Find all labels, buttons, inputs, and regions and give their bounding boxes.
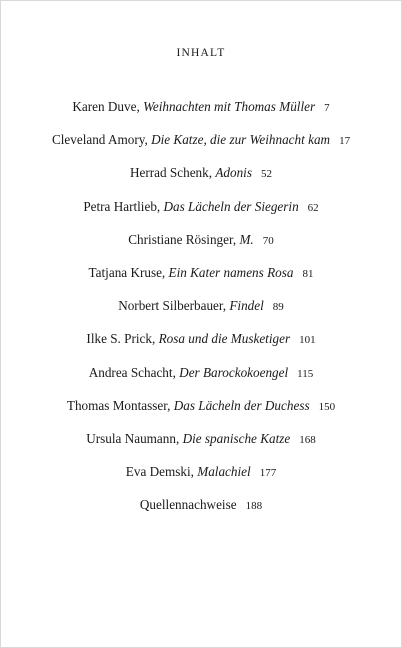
toc-title: Das Lächeln der Duchess <box>173 397 310 413</box>
toc-author: Cleveland Amory, <box>51 132 148 148</box>
toc-title: Das Lächeln der Siegerin <box>163 198 299 214</box>
toc-title: Die Katze, die zur Weihnacht kam <box>151 132 331 148</box>
toc-page-number: 17 <box>339 135 351 148</box>
toc-entry <box>1 363 401 396</box>
toc-entry <box>1 495 401 528</box>
toc-title: Die spanische Katze <box>182 430 291 446</box>
toc-page-number: 7 <box>324 102 330 114</box>
toc-author: Ilke S. Prick, <box>86 331 156 347</box>
toc-page-number: 177 <box>259 467 277 480</box>
toc-title: Findel <box>229 298 264 314</box>
toc-page-number: 115 <box>297 367 314 380</box>
toc-entry <box>1 329 401 362</box>
toc-page-number: 81 <box>302 267 314 280</box>
toc-author: Ursula Naumann, <box>86 430 180 446</box>
toc-entry <box>1 462 401 495</box>
toc-entry <box>1 130 401 163</box>
toc-entry <box>1 263 401 296</box>
toc-entry <box>1 230 401 263</box>
toc-author: Christiane Rösinger, <box>128 231 237 247</box>
toc-page-number: 70 <box>262 234 274 247</box>
toc-page-number: 62 <box>307 201 319 214</box>
toc-title: Rosa und die Musketiger <box>158 331 291 347</box>
toc-author: Andrea Schacht, <box>88 364 176 380</box>
toc-title: Malachiel <box>197 464 251 480</box>
toc-page-number: 101 <box>299 334 316 347</box>
toc-entry <box>1 97 401 130</box>
toc-title: M. <box>239 231 254 247</box>
toc-entry <box>1 429 401 462</box>
toc-entry <box>1 296 401 329</box>
table-of-contents <box>1 97 401 528</box>
toc-title: Ein Kater namens Rosa <box>168 264 294 280</box>
toc-entry <box>1 163 401 196</box>
toc-author: Petra Hartlieb, <box>83 198 161 214</box>
toc-entry <box>1 197 401 230</box>
toc-author: Thomas Montasser, <box>66 397 171 413</box>
toc-author: Tatjana Kruse, <box>88 264 166 280</box>
toc-author: Quellennachweise <box>139 497 237 513</box>
toc-page-number: 150 <box>318 400 336 413</box>
toc-author: Eva Demski, <box>125 464 194 480</box>
toc-page-number: 188 <box>245 500 263 513</box>
toc-author: Karen Duve, <box>72 99 140 114</box>
toc-title: Adonis <box>215 165 252 181</box>
toc-entry <box>1 396 401 429</box>
toc-title: Weihnachten mit Thomas Müller <box>143 99 316 114</box>
toc-author: Norbert Silberbauer, <box>118 298 227 314</box>
toc-page-number: 168 <box>299 433 316 446</box>
toc-page-number: 52 <box>260 168 272 181</box>
toc-author: Herrad Schenk, <box>130 165 213 181</box>
toc-title: Der Barockokoengel <box>179 364 289 380</box>
toc-heading: INHALT <box>176 47 226 59</box>
toc-page-number: 89 <box>272 301 284 314</box>
